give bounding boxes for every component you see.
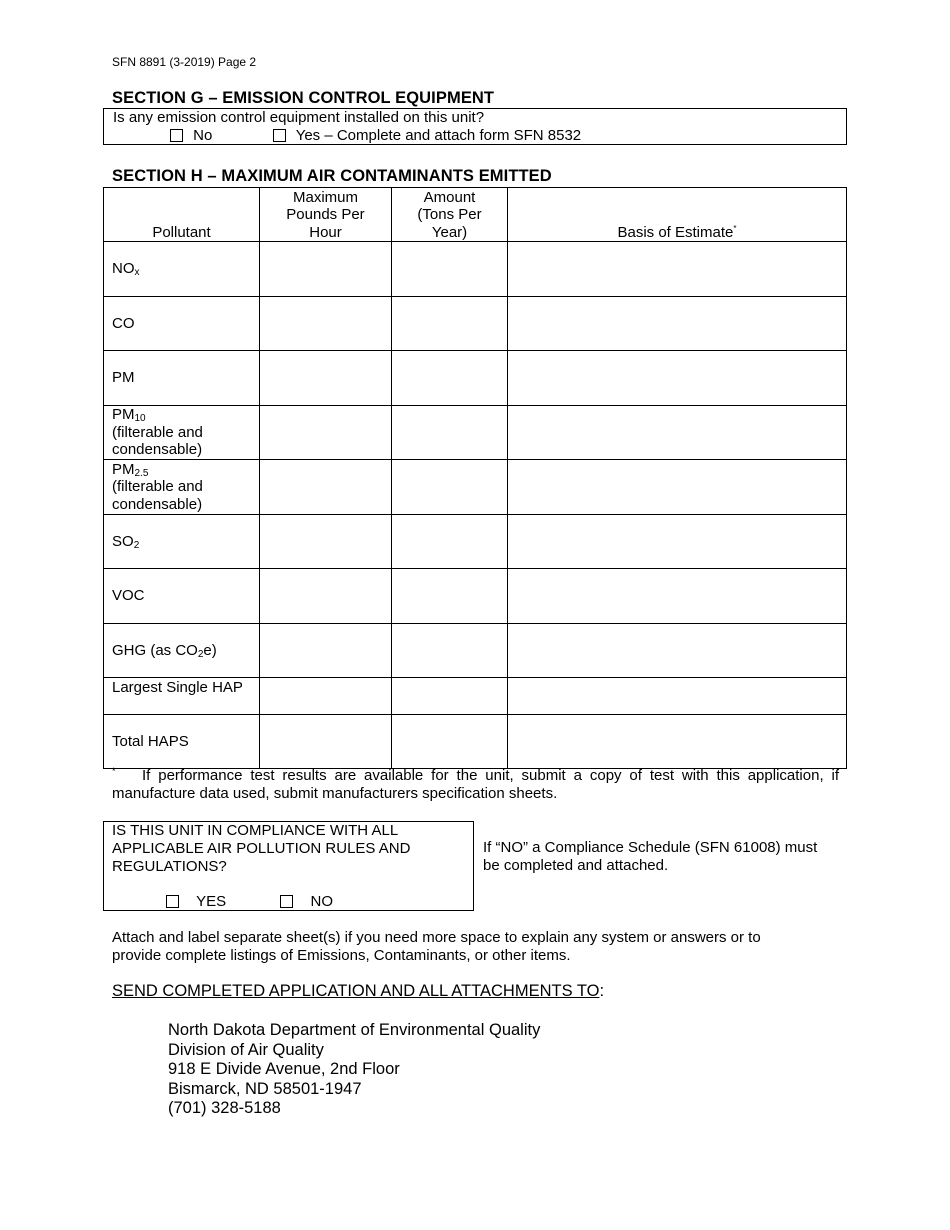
section-h-title: SECTION H – MAXIMUM AIR CONTAMINANTS EMITTED — [112, 167, 552, 185]
nox-tpy-cell[interactable] — [392, 242, 508, 297]
so2-tpy-cell[interactable] — [392, 515, 508, 569]
col-max-pounds-per-hour: Maximum Pounds Per Hour — [260, 188, 392, 242]
address-line: Division of Air Quality — [168, 1040, 324, 1059]
address-line: Bismarck, ND 58501-1947 — [168, 1079, 362, 1098]
nox-max-lb-cell[interactable] — [260, 242, 392, 297]
table-row — [104, 297, 847, 351]
so2-max-lb-cell[interactable] — [260, 515, 392, 569]
table-row — [104, 460, 847, 515]
ghg-basis-cell[interactable] — [508, 624, 847, 678]
send-heading: SEND COMPLETED APPLICATION AND ALL ATTACHMENTS TO: — [112, 982, 605, 1000]
pollutant-total-haps: Total HAPS — [104, 715, 260, 769]
so2-basis-cell[interactable] — [508, 515, 847, 569]
section-g-options — [170, 127, 581, 145]
table-row — [104, 715, 847, 769]
col-amount-tons-per-year: Amount (Tons Per Year) — [392, 188, 508, 242]
compliance-no-label: NO — [310, 893, 334, 910]
yes-checkbox[interactable] — [273, 129, 286, 142]
pollutant-pm25: $PM_{2.5}$ (filterable and condensable) — [104, 460, 260, 515]
pollutant-nox: $NO_x$ — [104, 242, 260, 297]
emissions-table — [103, 187, 847, 769]
address-line: North Dakota Department of Environmental Quality — [168, 1021, 541, 1039]
total-haps-max-lb-cell[interactable] — [260, 715, 392, 769]
pollutant-largest-single-hap: Largest Single HAP — [104, 678, 260, 715]
section-g-title: SECTION G – EMISSION CONTROL EQUIPMENT — [112, 89, 495, 107]
pm-basis-cell[interactable] — [508, 351, 847, 406]
section-g-box — [103, 108, 847, 145]
pm25-max-lb-cell[interactable] — [260, 460, 392, 515]
table-row — [104, 515, 847, 569]
mailing-address — [168, 1021, 540, 1119]
footnote-text: If performance test results are available for the unit, submit a copy of test with this application, if manufacture data used, submit manufacturers specification sheets. — [112, 767, 839, 802]
total-haps-basis-cell[interactable] — [508, 715, 847, 769]
compliance-yes-label: YES — [196, 893, 227, 910]
pm-max-lb-cell[interactable] — [260, 351, 392, 406]
compliance-yes-checkbox[interactable] — [166, 895, 179, 908]
table-header-row — [104, 188, 847, 242]
table-row — [104, 406, 847, 460]
form-number-header: SFN 8891 (3-2019) Page 2 — [112, 55, 257, 69]
address-line: 918 E Divide Avenue, 2nd Floor — [168, 1060, 400, 1079]
co-tpy-cell[interactable] — [392, 297, 508, 351]
compliance-options — [166, 893, 333, 911]
pollutant-pm: PM — [104, 351, 260, 406]
hap-basis-cell[interactable] — [508, 678, 847, 715]
no-checkbox[interactable] — [170, 129, 183, 142]
attach-note: Attach and label separate sheet(s) if you need more space to explain any system or answers or to provide complete listings of Emissions, Contaminants, or other items. — [112, 929, 761, 964]
compliance-question: IS THIS UNIT IN COMPLIANCE WITH ALL APPLICABLE AIR POLLUTION RULES AND REGULATIONS? — [112, 822, 411, 875]
no-label: No — [193, 127, 213, 144]
pollutant-voc: VOC — [104, 569, 260, 624]
pm-tpy-cell[interactable] — [392, 351, 508, 406]
voc-max-lb-cell[interactable] — [260, 569, 392, 624]
col-pollutant: Pollutant — [104, 188, 260, 242]
table-row — [104, 351, 847, 406]
hap-tpy-cell[interactable] — [392, 678, 508, 715]
pm25-tpy-cell[interactable] — [392, 460, 508, 515]
table-row — [104, 624, 847, 678]
pm10-tpy-cell[interactable] — [392, 406, 508, 460]
ghg-max-lb-cell[interactable] — [260, 624, 392, 678]
compliance-no-checkbox[interactable] — [280, 895, 293, 908]
pm10-max-lb-cell[interactable] — [260, 406, 392, 460]
hap-max-lb-cell[interactable] — [260, 678, 392, 715]
pollutant-pm10: $PM_{10}$ (filterable and condensable) — [104, 406, 260, 460]
voc-basis-cell[interactable] — [508, 569, 847, 624]
table-row — [104, 242, 847, 297]
yes-label: Yes – Complete and attach form SFN 8532 — [295, 127, 582, 144]
pollutant-co: CO — [104, 297, 260, 351]
address-line: (701) 328-5188 — [168, 1099, 281, 1118]
pollutant-ghg: GHG (as $CO_2e$) — [104, 624, 260, 678]
co-basis-cell[interactable] — [508, 297, 847, 351]
pollutant-so2: $SO_2$ — [104, 515, 260, 569]
co-max-lb-cell[interactable] — [260, 297, 392, 351]
nox-basis-cell[interactable] — [508, 242, 847, 297]
ghg-tpy-cell[interactable] — [392, 624, 508, 678]
section-g-question: Is any emission control equipment installed on this unit? — [113, 109, 485, 126]
compliance-box — [103, 821, 474, 911]
pm10-basis-cell[interactable] — [508, 406, 847, 460]
table-row — [104, 678, 847, 715]
col-basis-of-estimate: Basis of Estimate* — [508, 188, 847, 242]
voc-tpy-cell[interactable] — [392, 569, 508, 624]
footnote-marker: * — [112, 766, 116, 776]
table-row — [104, 569, 847, 624]
compliance-note: If “NO” a Compliance Schedule (SFN 61008) must be completed and attached. — [483, 839, 818, 874]
total-haps-tpy-cell[interactable] — [392, 715, 508, 769]
pm25-basis-cell[interactable] — [508, 460, 847, 515]
